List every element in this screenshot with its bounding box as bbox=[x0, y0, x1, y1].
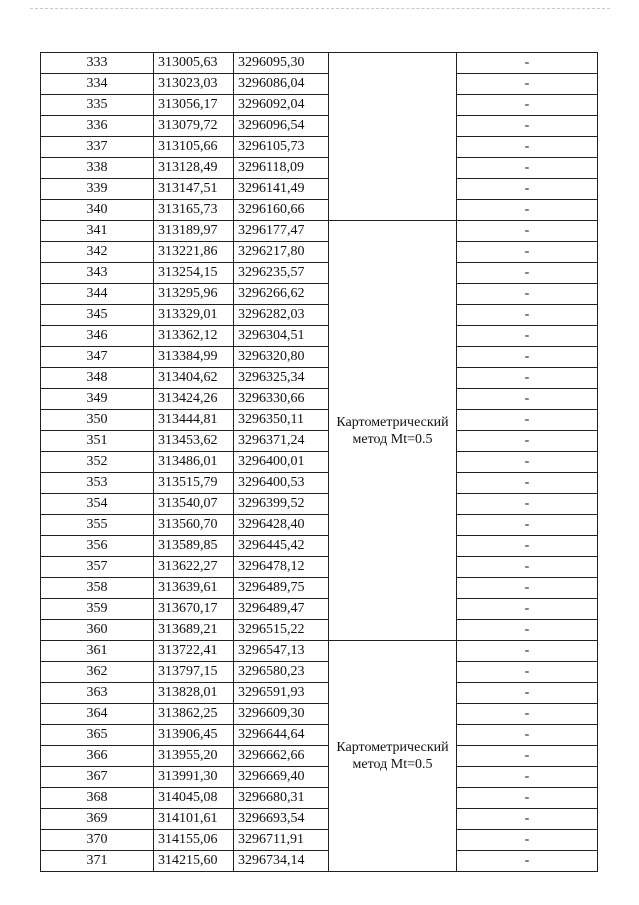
x-coordinate-cell: 313424,26 bbox=[154, 389, 234, 410]
x-coordinate-cell: 313362,12 bbox=[154, 326, 234, 347]
x-coordinate-cell: 313005,63 bbox=[154, 53, 234, 74]
table-row bbox=[41, 578, 598, 599]
accuracy-cell: - bbox=[457, 536, 598, 557]
x-coordinate-cell: 313128,49 bbox=[154, 158, 234, 179]
x-coordinate-cell: 314045,08 bbox=[154, 788, 234, 809]
y-coordinate-cell: 3296177,47 bbox=[234, 221, 329, 242]
y-coordinate-cell: 3296591,93 bbox=[234, 683, 329, 704]
point-number-cell: 335 bbox=[41, 95, 154, 116]
accuracy-cell: - bbox=[457, 389, 598, 410]
x-coordinate-cell: 313444,81 bbox=[154, 410, 234, 431]
point-number-cell: 346 bbox=[41, 326, 154, 347]
accuracy-cell: - bbox=[457, 284, 598, 305]
table-row bbox=[41, 53, 598, 74]
x-coordinate-cell: 313254,15 bbox=[154, 263, 234, 284]
y-coordinate-cell: 3296325,34 bbox=[234, 368, 329, 389]
y-coordinate-cell: 3296680,31 bbox=[234, 788, 329, 809]
method-cell: Картометрический метод Mt=0.5 bbox=[329, 221, 457, 641]
table-row bbox=[41, 620, 598, 641]
point-number-cell: 362 bbox=[41, 662, 154, 683]
accuracy-cell: - bbox=[457, 95, 598, 116]
x-coordinate-cell: 313295,96 bbox=[154, 284, 234, 305]
y-coordinate-cell: 3296282,03 bbox=[234, 305, 329, 326]
point-number-cell: 366 bbox=[41, 746, 154, 767]
x-coordinate-cell: 313189,97 bbox=[154, 221, 234, 242]
x-coordinate-cell: 313722,41 bbox=[154, 641, 234, 662]
y-coordinate-cell: 3296489,75 bbox=[234, 578, 329, 599]
point-number-cell: 344 bbox=[41, 284, 154, 305]
accuracy-cell: - bbox=[457, 662, 598, 683]
x-coordinate-cell: 314155,06 bbox=[154, 830, 234, 851]
accuracy-cell: - bbox=[457, 347, 598, 368]
y-coordinate-cell: 3296095,30 bbox=[234, 53, 329, 74]
table-row bbox=[41, 410, 598, 431]
accuracy-cell: - bbox=[457, 473, 598, 494]
y-coordinate-cell: 3296350,11 bbox=[234, 410, 329, 431]
x-coordinate-cell: 313622,27 bbox=[154, 557, 234, 578]
table-row bbox=[41, 683, 598, 704]
point-number-cell: 359 bbox=[41, 599, 154, 620]
point-number-cell: 333 bbox=[41, 53, 154, 74]
table-row bbox=[41, 830, 598, 851]
point-number-cell: 343 bbox=[41, 263, 154, 284]
accuracy-cell: - bbox=[457, 788, 598, 809]
point-number-cell: 340 bbox=[41, 200, 154, 221]
point-number-cell: 363 bbox=[41, 683, 154, 704]
y-coordinate-cell: 3296304,51 bbox=[234, 326, 329, 347]
point-number-cell: 342 bbox=[41, 242, 154, 263]
point-number-cell: 356 bbox=[41, 536, 154, 557]
y-coordinate-cell: 3296400,53 bbox=[234, 473, 329, 494]
y-coordinate-cell: 3296445,42 bbox=[234, 536, 329, 557]
x-coordinate-cell: 313689,21 bbox=[154, 620, 234, 641]
table-row bbox=[41, 767, 598, 788]
y-coordinate-cell: 3296330,66 bbox=[234, 389, 329, 410]
accuracy-cell: - bbox=[457, 641, 598, 662]
y-coordinate-cell: 3296669,40 bbox=[234, 767, 329, 788]
x-coordinate-cell: 313056,17 bbox=[154, 95, 234, 116]
table-row bbox=[41, 200, 598, 221]
y-coordinate-cell: 3296320,80 bbox=[234, 347, 329, 368]
x-coordinate-cell: 313639,61 bbox=[154, 578, 234, 599]
accuracy-cell: - bbox=[457, 158, 598, 179]
table-row bbox=[41, 725, 598, 746]
accuracy-cell: - bbox=[457, 767, 598, 788]
table-row bbox=[41, 326, 598, 347]
accuracy-cell: - bbox=[457, 578, 598, 599]
x-coordinate-cell: 313991,30 bbox=[154, 767, 234, 788]
point-number-cell: 345 bbox=[41, 305, 154, 326]
table-row bbox=[41, 452, 598, 473]
table-row bbox=[41, 746, 598, 767]
coordinates-table bbox=[40, 52, 598, 872]
accuracy-cell: - bbox=[457, 137, 598, 158]
table-row bbox=[41, 494, 598, 515]
accuracy-cell: - bbox=[457, 452, 598, 473]
y-coordinate-cell: 3296092,04 bbox=[234, 95, 329, 116]
y-coordinate-cell: 3296734,14 bbox=[234, 851, 329, 872]
table-row bbox=[41, 179, 598, 200]
x-coordinate-cell: 313862,25 bbox=[154, 704, 234, 725]
y-coordinate-cell: 3296096,54 bbox=[234, 116, 329, 137]
point-number-cell: 354 bbox=[41, 494, 154, 515]
accuracy-cell: - bbox=[457, 431, 598, 452]
y-coordinate-cell: 3296609,30 bbox=[234, 704, 329, 725]
table-row bbox=[41, 263, 598, 284]
accuracy-cell: - bbox=[457, 704, 598, 725]
table-row bbox=[41, 116, 598, 137]
x-coordinate-cell: 314101,61 bbox=[154, 809, 234, 830]
point-number-cell: 357 bbox=[41, 557, 154, 578]
table-row bbox=[41, 74, 598, 95]
point-number-cell: 367 bbox=[41, 767, 154, 788]
accuracy-cell: - bbox=[457, 851, 598, 872]
point-number-cell: 351 bbox=[41, 431, 154, 452]
table-row bbox=[41, 389, 598, 410]
method-cell bbox=[329, 53, 457, 221]
x-coordinate-cell: 313955,20 bbox=[154, 746, 234, 767]
x-coordinate-cell: 313023,03 bbox=[154, 74, 234, 95]
accuracy-cell: - bbox=[457, 242, 598, 263]
point-number-cell: 361 bbox=[41, 641, 154, 662]
y-coordinate-cell: 3296160,66 bbox=[234, 200, 329, 221]
x-coordinate-cell: 313560,70 bbox=[154, 515, 234, 536]
table-row bbox=[41, 221, 598, 242]
x-coordinate-cell: 313797,15 bbox=[154, 662, 234, 683]
point-number-cell: 353 bbox=[41, 473, 154, 494]
x-coordinate-cell: 313105,66 bbox=[154, 137, 234, 158]
table-row bbox=[41, 788, 598, 809]
accuracy-cell: - bbox=[457, 263, 598, 284]
accuracy-cell: - bbox=[457, 368, 598, 389]
accuracy-cell: - bbox=[457, 116, 598, 137]
x-coordinate-cell: 313221,86 bbox=[154, 242, 234, 263]
accuracy-cell: - bbox=[457, 305, 598, 326]
table-row bbox=[41, 557, 598, 578]
x-coordinate-cell: 313147,51 bbox=[154, 179, 234, 200]
x-coordinate-cell: 313384,99 bbox=[154, 347, 234, 368]
table-row bbox=[41, 515, 598, 536]
table-row bbox=[41, 431, 598, 452]
point-number-cell: 334 bbox=[41, 74, 154, 95]
x-coordinate-cell: 313515,79 bbox=[154, 473, 234, 494]
point-number-cell: 337 bbox=[41, 137, 154, 158]
table-row bbox=[41, 347, 598, 368]
table-row bbox=[41, 284, 598, 305]
point-number-cell: 348 bbox=[41, 368, 154, 389]
y-coordinate-cell: 3296217,80 bbox=[234, 242, 329, 263]
x-coordinate-cell: 313540,07 bbox=[154, 494, 234, 515]
y-coordinate-cell: 3296515,22 bbox=[234, 620, 329, 641]
accuracy-cell: - bbox=[457, 557, 598, 578]
table-row bbox=[41, 662, 598, 683]
y-coordinate-cell: 3296118,09 bbox=[234, 158, 329, 179]
y-coordinate-cell: 3296105,73 bbox=[234, 137, 329, 158]
point-number-cell: 370 bbox=[41, 830, 154, 851]
x-coordinate-cell: 313486,01 bbox=[154, 452, 234, 473]
accuracy-cell: - bbox=[457, 221, 598, 242]
y-coordinate-cell: 3296644,64 bbox=[234, 725, 329, 746]
y-coordinate-cell: 3296086,04 bbox=[234, 74, 329, 95]
y-coordinate-cell: 3296693,54 bbox=[234, 809, 329, 830]
x-coordinate-cell: 313404,62 bbox=[154, 368, 234, 389]
y-coordinate-cell: 3296478,12 bbox=[234, 557, 329, 578]
accuracy-cell: - bbox=[457, 620, 598, 641]
x-coordinate-cell: 314215,60 bbox=[154, 851, 234, 872]
accuracy-cell: - bbox=[457, 683, 598, 704]
point-number-cell: 352 bbox=[41, 452, 154, 473]
table-row bbox=[41, 599, 598, 620]
point-number-cell: 347 bbox=[41, 347, 154, 368]
coordinates-table-body bbox=[41, 53, 598, 872]
point-number-cell: 360 bbox=[41, 620, 154, 641]
method-cell: Картометрический метод Mt=0.5 bbox=[329, 641, 457, 872]
accuracy-cell: - bbox=[457, 74, 598, 95]
x-coordinate-cell: 313329,01 bbox=[154, 305, 234, 326]
y-coordinate-cell: 3296711,91 bbox=[234, 830, 329, 851]
x-coordinate-cell: 313453,62 bbox=[154, 431, 234, 452]
accuracy-cell: - bbox=[457, 599, 598, 620]
y-coordinate-cell: 3296580,23 bbox=[234, 662, 329, 683]
page-top-rule bbox=[30, 8, 610, 10]
point-number-cell: 364 bbox=[41, 704, 154, 725]
x-coordinate-cell: 313589,85 bbox=[154, 536, 234, 557]
y-coordinate-cell: 3296547,13 bbox=[234, 641, 329, 662]
table-row bbox=[41, 809, 598, 830]
accuracy-cell: - bbox=[457, 746, 598, 767]
accuracy-cell: - bbox=[457, 725, 598, 746]
point-number-cell: 365 bbox=[41, 725, 154, 746]
x-coordinate-cell: 313906,45 bbox=[154, 725, 234, 746]
point-number-cell: 358 bbox=[41, 578, 154, 599]
y-coordinate-cell: 3296141,49 bbox=[234, 179, 329, 200]
table-row bbox=[41, 158, 598, 179]
table-row bbox=[41, 641, 598, 662]
accuracy-cell: - bbox=[457, 494, 598, 515]
table-row bbox=[41, 242, 598, 263]
point-number-cell: 341 bbox=[41, 221, 154, 242]
accuracy-cell: - bbox=[457, 179, 598, 200]
accuracy-cell: - bbox=[457, 200, 598, 221]
y-coordinate-cell: 3296235,57 bbox=[234, 263, 329, 284]
table-row bbox=[41, 137, 598, 158]
x-coordinate-cell: 313079,72 bbox=[154, 116, 234, 137]
x-coordinate-cell: 313670,17 bbox=[154, 599, 234, 620]
point-number-cell: 338 bbox=[41, 158, 154, 179]
x-coordinate-cell: 313165,73 bbox=[154, 200, 234, 221]
point-number-cell: 349 bbox=[41, 389, 154, 410]
accuracy-cell: - bbox=[457, 830, 598, 851]
table-row bbox=[41, 473, 598, 494]
y-coordinate-cell: 3296489,47 bbox=[234, 599, 329, 620]
accuracy-cell: - bbox=[457, 326, 598, 347]
point-number-cell: 355 bbox=[41, 515, 154, 536]
point-number-cell: 371 bbox=[41, 851, 154, 872]
point-number-cell: 369 bbox=[41, 809, 154, 830]
table-row bbox=[41, 704, 598, 725]
accuracy-cell: - bbox=[457, 53, 598, 74]
y-coordinate-cell: 3296371,24 bbox=[234, 431, 329, 452]
accuracy-cell: - bbox=[457, 410, 598, 431]
accuracy-cell: - bbox=[457, 809, 598, 830]
y-coordinate-cell: 3296399,52 bbox=[234, 494, 329, 515]
point-number-cell: 339 bbox=[41, 179, 154, 200]
accuracy-cell: - bbox=[457, 515, 598, 536]
table-row bbox=[41, 95, 598, 116]
point-number-cell: 368 bbox=[41, 788, 154, 809]
y-coordinate-cell: 3296400,01 bbox=[234, 452, 329, 473]
point-number-cell: 336 bbox=[41, 116, 154, 137]
y-coordinate-cell: 3296428,40 bbox=[234, 515, 329, 536]
table-row bbox=[41, 368, 598, 389]
y-coordinate-cell: 3296266,62 bbox=[234, 284, 329, 305]
x-coordinate-cell: 313828,01 bbox=[154, 683, 234, 704]
table-row bbox=[41, 851, 598, 872]
y-coordinate-cell: 3296662,66 bbox=[234, 746, 329, 767]
point-number-cell: 350 bbox=[41, 410, 154, 431]
table-row bbox=[41, 536, 598, 557]
table-row bbox=[41, 305, 598, 326]
